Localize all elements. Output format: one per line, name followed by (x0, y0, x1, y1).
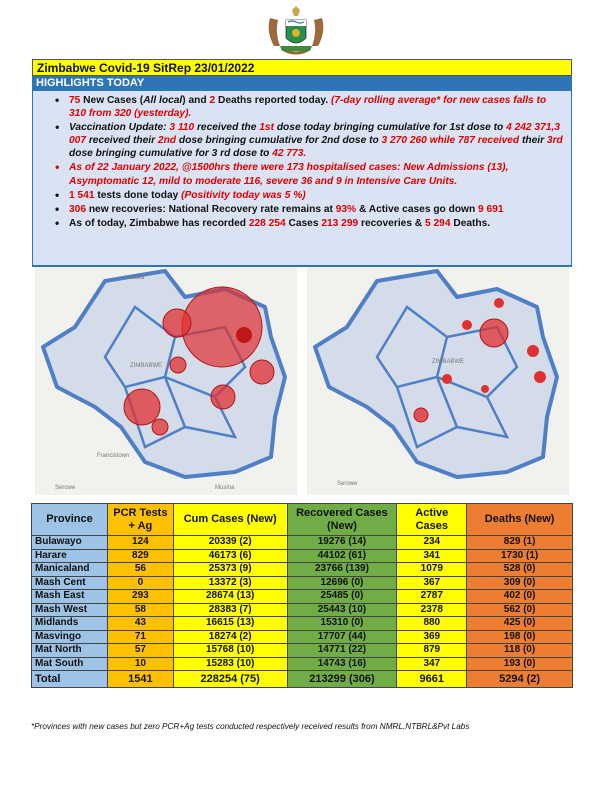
col-cum: Cum Cases (New) (173, 504, 287, 536)
cell-dth: 198 (0) (467, 630, 573, 644)
cell-rec: 44102 (61) (287, 549, 397, 563)
cell-act: 367 (397, 576, 467, 590)
cell-rec: 19276 (14) (287, 536, 397, 550)
cell-rec: 23766 (139) (287, 563, 397, 577)
cell-rec: 15310 (0) (287, 617, 397, 631)
table-row (32, 536, 573, 550)
table-row (32, 617, 573, 631)
table-row (32, 590, 573, 604)
highlight-cumulative: • As of today, Zimbabwe has recorded 228 254 Cases 213 299 recoveries & 5 294 Deaths. (55, 217, 563, 230)
report-title: Zimbabwe Covid-19 SitRep 23/01/2022 (32, 59, 572, 76)
col-act: Active Cases (397, 504, 467, 536)
cell-act: 2787 (397, 590, 467, 604)
cell-cum: 28383 (7) (173, 603, 287, 617)
provincial-table (31, 503, 573, 688)
cell-pcr: 43 (107, 617, 173, 631)
cell-dth: 309 (0) (467, 576, 573, 590)
death-bubble-mash-west (462, 320, 472, 330)
cell-act: 879 (397, 644, 467, 658)
cell-dth: 1730 (1) (467, 549, 573, 563)
total-dth: 5294 (2) (467, 671, 573, 688)
cases-map (35, 267, 297, 495)
col-province: Province (32, 504, 108, 536)
total-pcr: 1541 (107, 671, 173, 688)
cell-province: Mash Cent (32, 576, 108, 590)
highlights-heading: HIGHLIGHTS TODAY (32, 76, 572, 91)
death-bubble-mash-cent (494, 298, 504, 308)
sitrep-report (32, 59, 572, 277)
cell-province: Bulawayo (32, 536, 108, 550)
cell-province: Mat South (32, 657, 108, 671)
table-row (32, 657, 573, 671)
bubble-manicaland (250, 360, 274, 384)
cell-rec: 12696 (0) (287, 576, 397, 590)
highlight-recoveries: • 306 new recoveries: National Recovery rate remains at 93% & Active cases go down 9 691 (55, 203, 563, 216)
coat-of-arms-icon (250, 6, 342, 56)
cell-province: Mash East (32, 590, 108, 604)
death-bubble-manicaland (534, 371, 546, 383)
bubble-mash-west (163, 309, 191, 337)
footnote: *Provinces with new cases but zero PCR+Ag tests conducted respectively received results from NMRL,NTBRL&Pvt Labs (31, 722, 470, 731)
highlight-vaccination: • Vaccination Update: 3 110 received the 1st dose today bringing cumulative for 1st dose to 4 242 371,3 007 received their 2nd dose bringing cumulative for 2nd dose to 3 270 260 while 787 received their 3rd dose bringing cumulative for 3 rd dose to 42 773. (55, 121, 563, 160)
highlights-box (32, 91, 572, 266)
cell-cum: 28674 (13) (173, 590, 287, 604)
cell-dth: 829 (1) (467, 536, 573, 550)
table-row (32, 630, 573, 644)
highlight-new-cases: • 75 New Cases (All local) and 2 Deaths reported today. (7-day rolling average* for new cases falls to 310 from 320 (yesterday). (55, 94, 563, 120)
cell-province: Harare (32, 549, 108, 563)
table-row (32, 644, 573, 658)
cell-pcr: 71 (107, 630, 173, 644)
death-bubble-harare (480, 319, 508, 347)
cell-province: Manicaland (32, 563, 108, 577)
svg-text:ZIMBABWE: ZIMBABWE (432, 359, 465, 365)
cell-dth: 118 (0) (467, 644, 573, 658)
bubble-bulawayo (124, 389, 160, 425)
bubble-mash-east (236, 327, 252, 343)
cell-pcr: 56 (107, 563, 173, 577)
highlight-tests: • 1 541 tests done today (Positivity today was 5 %) (55, 189, 563, 202)
col-pcr: PCR Tests + Ag (107, 504, 173, 536)
cell-act: 880 (397, 617, 467, 631)
bubble-harare (182, 287, 262, 367)
cell-pcr: 10 (107, 657, 173, 671)
cell-act: 2378 (397, 603, 467, 617)
maps-panel (32, 267, 572, 497)
table-row (32, 603, 573, 617)
col-rec: Recovered Cases (New) (287, 504, 397, 536)
svg-text:Serowe: Serowe (337, 481, 358, 487)
bubble-midlands (170, 357, 186, 373)
death-bubble-bulawayo (414, 408, 428, 422)
death-bubble-mash-east (527, 345, 539, 357)
cell-act: 1079 (397, 563, 467, 577)
table-row (32, 549, 573, 563)
table-row (32, 576, 573, 590)
cell-cum: 25373 (9) (173, 563, 287, 577)
cell-province: Midlands (32, 617, 108, 631)
total-act: 9661 (397, 671, 467, 688)
cell-cum: 18274 (2) (173, 630, 287, 644)
svg-text:Serowe: Serowe (55, 485, 76, 491)
table-row (32, 563, 573, 577)
cell-cum: 46173 (6) (173, 549, 287, 563)
svg-text:ZIMBABWE: ZIMBABWE (130, 363, 163, 369)
total-province: Total (32, 671, 108, 688)
col-dth: Deaths (New) (467, 504, 573, 536)
cell-dth: 425 (0) (467, 617, 573, 631)
table-total-row (32, 671, 573, 688)
cell-pcr: 58 (107, 603, 173, 617)
total-cum: 228254 (75) (173, 671, 287, 688)
cell-dth: 528 (0) (467, 563, 573, 577)
cell-act: 347 (397, 657, 467, 671)
death-bubble-midlands (442, 374, 452, 384)
svg-text:Lusaka: Lusaka (125, 275, 145, 281)
cell-cum: 15283 (10) (173, 657, 287, 671)
cell-rec: 25443 (10) (287, 603, 397, 617)
deaths-map (307, 267, 569, 495)
cell-cum: 20339 (2) (173, 536, 287, 550)
cell-province: Mat North (32, 644, 108, 658)
cell-pcr: 293 (107, 590, 173, 604)
cell-cum: 16615 (13) (173, 617, 287, 631)
cell-pcr: 124 (107, 536, 173, 550)
cell-act: 234 (397, 536, 467, 550)
highlight-hospitalised: • As of 22 January 2022, @1500hrs there were 173 hospitalised cases: New Admissions (13), Asymptomatic 12, mild to moderate 116, severe 36 and 9 in Intensive Care Units. (55, 161, 563, 187)
death-bubble-masvingo (481, 385, 489, 393)
cell-rec: 25485 (0) (287, 590, 397, 604)
total-rec: 213299 (306) (287, 671, 397, 688)
bubble-masvingo (211, 385, 235, 409)
svg-text:Musina: Musina (215, 485, 235, 491)
cell-act: 341 (397, 549, 467, 563)
cell-province: Mash West (32, 603, 108, 617)
svg-text:Francistown: Francistown (97, 453, 130, 459)
cell-dth: 402 (0) (467, 590, 573, 604)
cell-rec: 17707 (44) (287, 630, 397, 644)
cell-rec: 14771 (22) (287, 644, 397, 658)
cell-rec: 14743 (16) (287, 657, 397, 671)
cell-act: 369 (397, 630, 467, 644)
cell-pcr: 829 (107, 549, 173, 563)
bubble-mat-south (152, 419, 168, 435)
cell-province: Masvingo (32, 630, 108, 644)
cell-dth: 562 (0) (467, 603, 573, 617)
cell-cum: 13372 (3) (173, 576, 287, 590)
cell-pcr: 57 (107, 644, 173, 658)
cell-dth: 193 (0) (467, 657, 573, 671)
cell-pcr: 0 (107, 576, 173, 590)
cell-cum: 15768 (10) (173, 644, 287, 658)
